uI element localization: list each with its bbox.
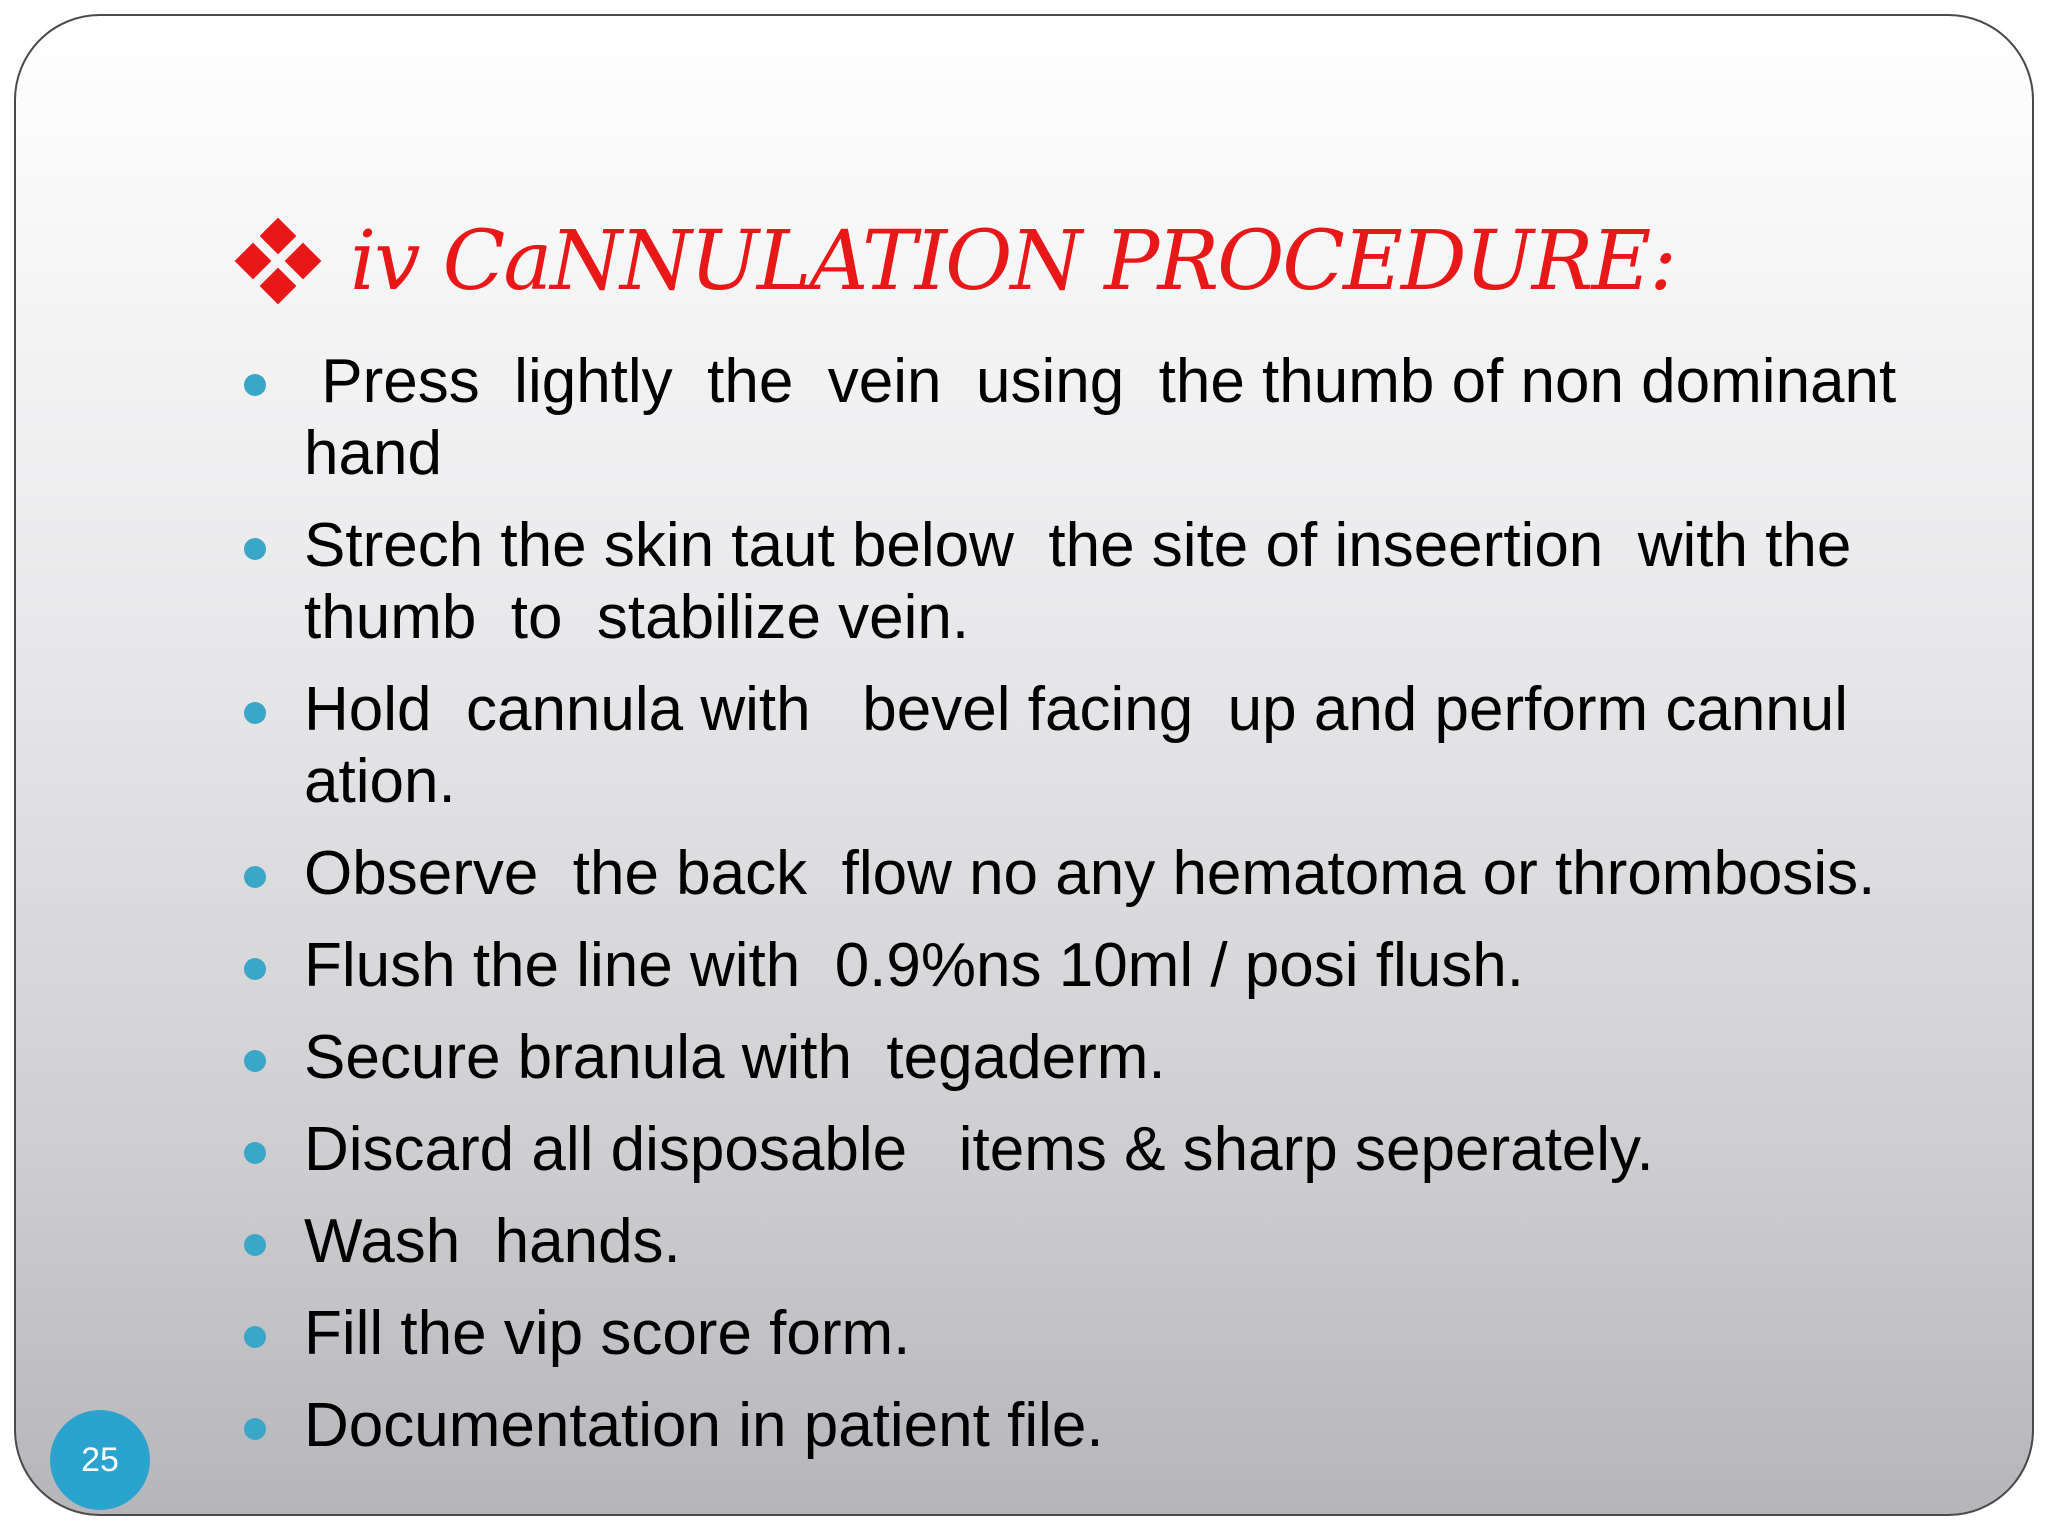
bullet-item [230, 1298, 1930, 1370]
bullet-dot-icon [244, 1234, 266, 1256]
bullet-item [230, 1114, 1930, 1186]
bullet-dot-icon [244, 1142, 266, 1164]
bullet-item [230, 930, 1930, 1002]
bullet-dot-icon [244, 1326, 266, 1348]
page-number-badge: 25 [50, 1410, 150, 1510]
bullet-item [230, 838, 1930, 910]
diamond-cluster-icon [236, 219, 320, 303]
bullet-item [230, 1022, 1930, 1094]
slide-title: iv CaNNULATION PROCEDURE: [350, 213, 1675, 309]
bullet-text: Strech the skin taut below the site of inseertion with the thumb to stabilize vein. [304, 511, 1886, 652]
slide [14, 14, 2034, 1516]
bullet-dot-icon [244, 374, 266, 396]
slide-title-row [236, 206, 1675, 316]
bullet-text: Flush the line with 0.9%ns 10ml / posi flush. [304, 931, 1524, 1000]
bullet-text: Press lightly the vein using the thumb of non dominant hand [304, 347, 1914, 488]
bullet-text: Fill the vip score form. [304, 1299, 911, 1368]
bullet-dot-icon [244, 1050, 266, 1072]
bullet-dot-icon [244, 702, 266, 724]
bullet-text: Secure branula with tegaderm. [304, 1023, 1166, 1092]
bullet-dot-icon [244, 958, 266, 980]
bullet-item [230, 346, 1930, 490]
bullet-item [230, 510, 1930, 654]
bullet-item [230, 674, 1930, 818]
bullet-item [230, 1206, 1930, 1278]
bullet-text: Documentation in patient file. [304, 1391, 1104, 1460]
bullet-list [230, 346, 1930, 1482]
bullet-text: Observe the back flow no any hematoma or thrombosis. [304, 839, 1876, 908]
bullet-dot-icon [244, 538, 266, 560]
bullet-dot-icon [244, 1418, 266, 1440]
bullet-dot-icon [244, 866, 266, 888]
bullet-text: Discard all disposable items & sharp seperately. [304, 1115, 1654, 1184]
bullet-item [230, 1390, 1930, 1462]
bullet-text: Hold cannula with bevel facing up and perform cannul ation. [304, 675, 1866, 816]
bullet-text: Wash hands. [304, 1207, 681, 1276]
